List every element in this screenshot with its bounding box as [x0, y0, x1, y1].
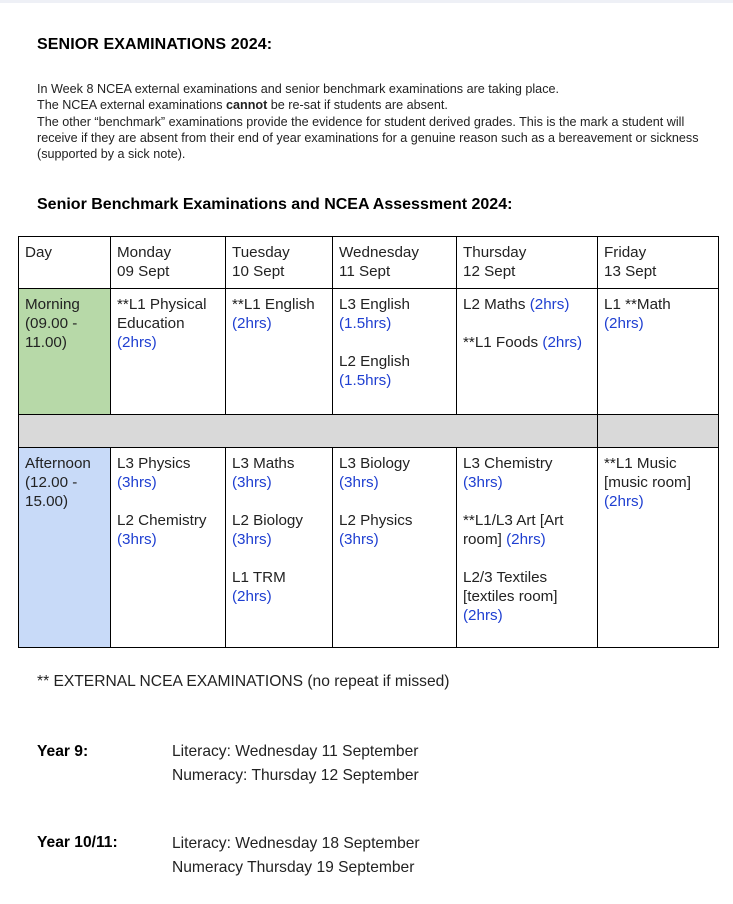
header-date: 10 Sept: [232, 263, 285, 280]
exam-duration: (2hrs): [117, 334, 157, 351]
header-day: Day: [25, 244, 53, 261]
afternoon-label-line: (12.00 -: [25, 474, 78, 491]
exam-cell: [457, 289, 598, 415]
intro-text: [37, 81, 707, 162]
exam-subject: L3 Physics: [117, 455, 191, 472]
morning-row: [19, 289, 719, 415]
exam-cell: [333, 448, 457, 648]
morning-label-line: 11.00): [25, 334, 67, 351]
afternoon-label-line: Afternoon: [25, 455, 91, 472]
exam-duration: (3hrs): [117, 531, 157, 548]
exam-subject: L3 Biology: [339, 455, 410, 472]
exam-duration: (2hrs): [506, 531, 546, 548]
afternoon-label-line: 15.00): [25, 493, 69, 510]
year1011-numeracy: Numeracy Thursday 19 September: [172, 859, 415, 876]
year1011-dates: [172, 832, 420, 880]
exam-duration: (3hrs): [339, 474, 379, 491]
section-title: Senior Benchmark Examinations and NCEA Assessment 2024:: [37, 196, 513, 213]
exam-entry: [117, 295, 219, 352]
exam-duration: (3hrs): [117, 474, 157, 491]
exam-cell: [111, 289, 226, 415]
year9-dates: [172, 740, 419, 788]
exam-subject: L2/3 Textiles [textiles room]: [463, 569, 558, 605]
exam-entry: [339, 352, 450, 390]
exam-duration: (2hrs): [542, 334, 583, 351]
exam-subject: L2 Maths: [463, 296, 526, 313]
exam-entry: [232, 568, 326, 606]
exam-subject: L3 English: [339, 296, 410, 313]
header-cell: [333, 237, 457, 289]
intro-line-1: In Week 8 NCEA external examinations and senior benchmark examinations are taking place.: [37, 82, 559, 96]
exam-subject: L2 Biology: [232, 512, 303, 529]
footnote: ** EXTERNAL NCEA EXAMINATIONS (no repeat if missed): [37, 673, 450, 690]
entry-gap: [232, 492, 326, 511]
entry-gap: [117, 492, 219, 511]
exam-duration: (3hrs): [232, 474, 272, 491]
exam-cell: [333, 289, 457, 415]
header-cell: [598, 237, 719, 289]
exam-entry: [463, 295, 591, 314]
header-cell: [19, 237, 111, 289]
header-cell: [226, 237, 333, 289]
exam-duration: (2hrs): [232, 588, 272, 605]
entry-gap: [339, 333, 450, 352]
year1011-literacy: Literacy: Wednesday 18 September: [172, 835, 420, 852]
exam-entry: [604, 454, 712, 511]
exam-duration: (3hrs): [232, 531, 272, 548]
year9-label: Year 9:: [37, 743, 89, 760]
intro-line-3: The other “benchmark” examinations provide the evidence for student derived grades. This is the mark a student will receive if they are absent from their end of year examinations for a genuine reason such as a bereavement or sickness (supported by a sick note).: [37, 114, 699, 162]
exam-subject: L2 Physics: [339, 512, 413, 529]
exam-duration: (2hrs): [463, 607, 503, 624]
break-cell-friday: [598, 415, 719, 448]
exam-entry: [463, 333, 591, 352]
entry-gap: [463, 314, 591, 333]
exam-cell: [111, 448, 226, 648]
header-day: Tuesday: [232, 244, 290, 261]
exam-duration: (3hrs): [339, 531, 379, 548]
exam-subject: **L1 Physical Education: [117, 296, 207, 332]
header-date: 09 Sept: [117, 263, 170, 280]
exam-entry: [463, 568, 591, 625]
header-cell: [111, 237, 226, 289]
exam-entry: [117, 511, 219, 549]
exam-subject: **L1 Foods: [463, 334, 539, 351]
exam-entry: [463, 511, 591, 549]
exam-duration: (1.5hrs): [339, 315, 392, 332]
morning-label-line: (09.00 -: [25, 315, 78, 332]
exam-cell: [457, 448, 598, 648]
page-title: SENIOR EXAMINATIONS 2024:: [37, 36, 273, 53]
exam-entry: [232, 454, 326, 492]
exam-duration: (2hrs): [604, 315, 644, 332]
exam-cell: [598, 289, 719, 415]
header-date: 12 Sept: [463, 263, 516, 280]
header-date: 11 Sept: [339, 263, 391, 280]
entry-gap: [339, 492, 450, 511]
header-day: Friday: [604, 244, 647, 261]
exam-duration: (2hrs): [529, 296, 570, 313]
exam-subject: L2 Chemistry: [117, 512, 207, 529]
break-row: [19, 415, 719, 448]
exam-duration: (2hrs): [232, 315, 272, 332]
afternoon-row: [19, 448, 719, 648]
exam-subject: **L1/L3 Art [Art room]: [463, 512, 564, 548]
top-border: [0, 0, 733, 3]
exam-timetable: [18, 236, 719, 648]
entry-gap: [463, 549, 591, 568]
header-row: [19, 237, 719, 289]
exam-duration: (3hrs): [463, 474, 503, 491]
exam-cell: [598, 448, 719, 648]
year1011-label: Year 10/11:: [37, 834, 118, 851]
exam-subject: L1 TRM: [232, 569, 286, 586]
exam-entry: [117, 454, 219, 492]
exam-cell: [226, 289, 333, 415]
exam-duration: (1.5hrs): [339, 372, 392, 389]
entry-gap: [463, 492, 591, 511]
intro-line-2: [37, 97, 707, 113]
exam-entry: [463, 454, 591, 492]
intro-line-2b: be re-sat if students are absent.: [267, 98, 448, 113]
exam-subject: L3 Maths: [232, 455, 295, 472]
exam-entry: [604, 295, 712, 333]
entry-gap: [232, 549, 326, 568]
exam-subject: L3 Chemistry: [463, 455, 553, 472]
intro-emphasis: cannot: [226, 98, 268, 113]
year9-literacy: Literacy: Wednesday 11 September: [172, 743, 419, 760]
morning-label-line: Morning: [25, 296, 80, 313]
exam-entry: [339, 454, 450, 492]
break-cell: [19, 415, 598, 448]
afternoon-label-cell: [19, 448, 111, 648]
exam-entry: [339, 511, 450, 549]
exam-subject: **L1 Music [music room]: [604, 455, 691, 491]
exam-cell: [226, 448, 333, 648]
exam-entry: [339, 295, 450, 333]
header-day: Monday: [117, 244, 172, 261]
exam-entry: [232, 295, 326, 333]
header-cell: [457, 237, 598, 289]
header-date: 13 Sept: [604, 263, 657, 280]
morning-label-cell: [19, 289, 111, 415]
exam-subject: L2 English: [339, 353, 410, 370]
exam-subject: **L1 English: [232, 296, 315, 313]
exam-duration: (2hrs): [604, 493, 644, 510]
header-day: Wednesday: [339, 244, 419, 261]
year9-numeracy: Numeracy: Thursday 12 September: [172, 767, 419, 784]
exam-subject: L1 **Math: [604, 296, 671, 313]
exam-entry: [232, 511, 326, 549]
intro-line-2a: The NCEA external examinations: [37, 98, 226, 113]
header-day: Thursday: [463, 244, 527, 261]
